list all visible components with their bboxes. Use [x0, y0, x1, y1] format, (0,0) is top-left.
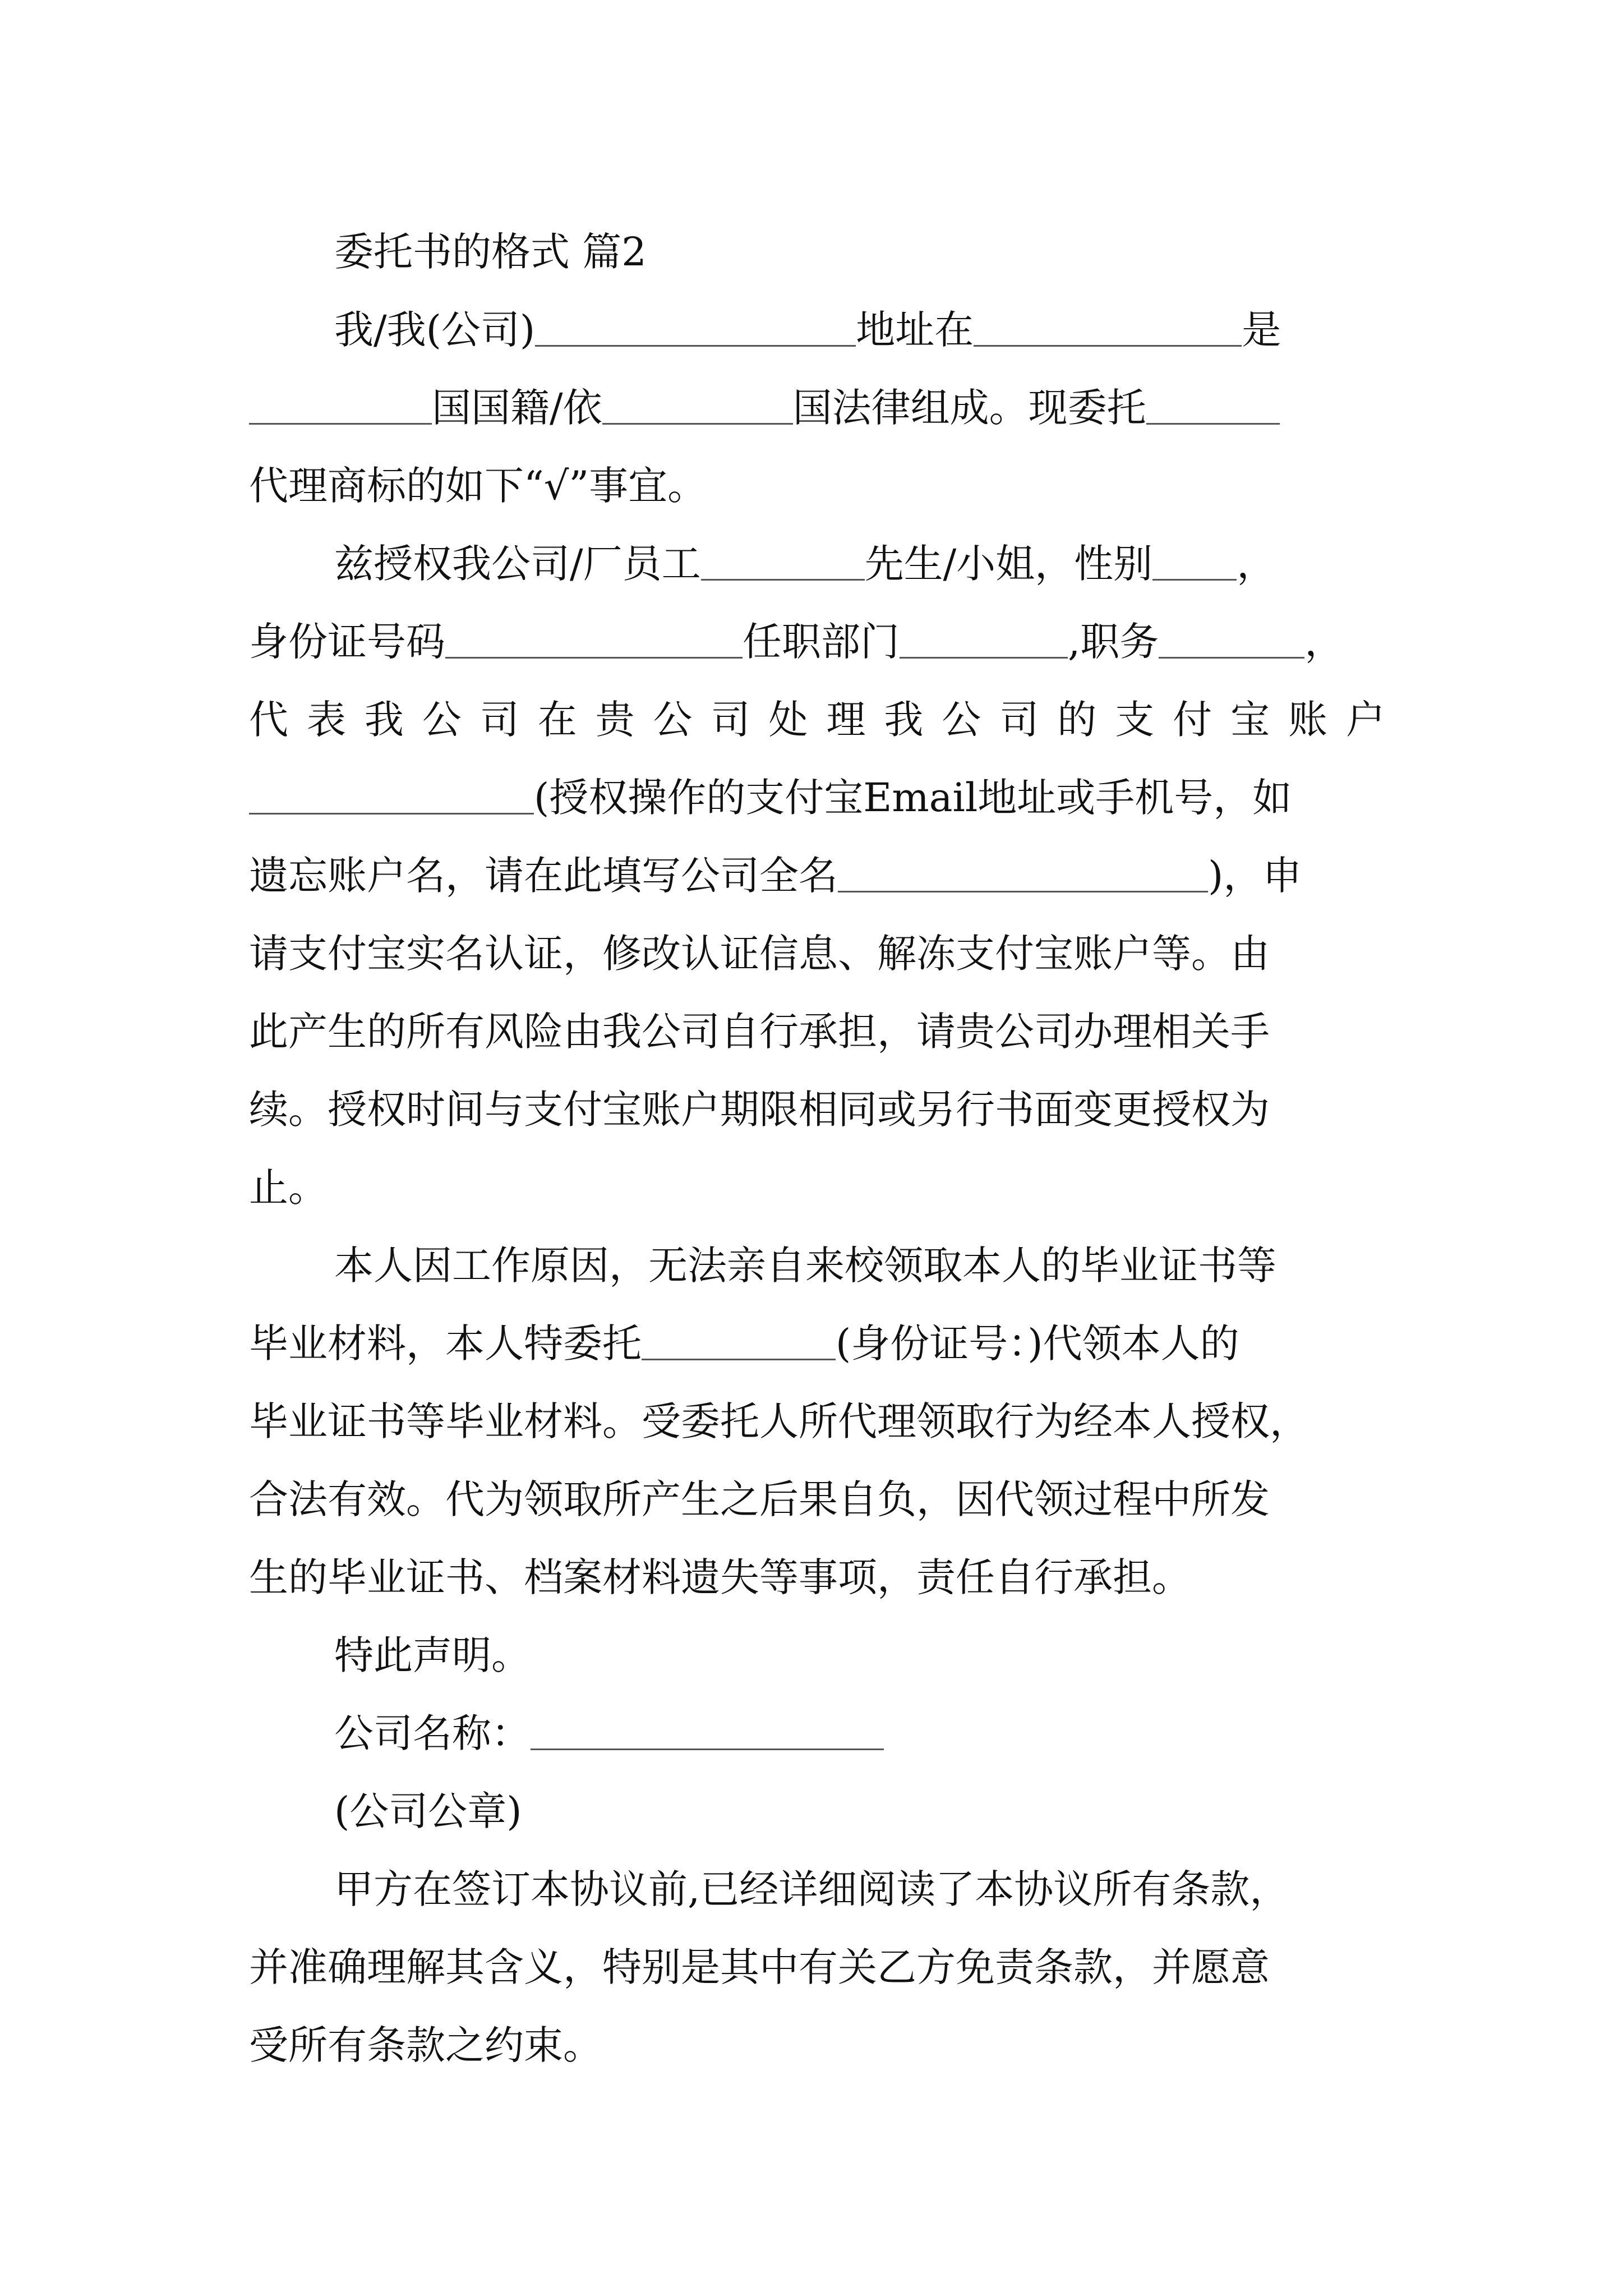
- id-number-blank[interactable]: [445, 618, 743, 659]
- p3-line-1: 本人因工作原因，无法亲自来校领取本人的毕业证书等: [334, 1243, 1276, 1289]
- company-full-name-blank[interactable]: [838, 852, 1208, 892]
- p2-line-2: 身份证号码 任职部门 ,职务 ，: [249, 619, 1344, 665]
- company-name-blank[interactable]: [535, 306, 856, 347]
- p7-line-2: 并准确理解其含义，特别是其中有关乙方免责条款，并愿意: [249, 1944, 1270, 1990]
- nationality-blank[interactable]: [249, 384, 432, 425]
- department-blank[interactable]: [900, 618, 1068, 659]
- position-blank[interactable]: [1159, 618, 1304, 659]
- p2-line-5: 遗忘账户名，请在此填写公司全名 )，申: [249, 853, 1302, 899]
- p2-line-6: 请支付宝实名认证，修改认证信息、解冻支付宝账户等。由: [249, 931, 1270, 977]
- p1-line-2: 国国籍/依 国法律组成。现委托: [249, 369, 1385, 447]
- p7-line-3: 受所有条款之约束。: [249, 2022, 602, 2068]
- gender-blank[interactable]: [1152, 540, 1237, 581]
- law-country-blank[interactable]: [602, 384, 793, 425]
- p3-line-3: 毕业证书等毕业材料。受委托人所代理领取行为经本人授权，: [249, 1398, 1309, 1444]
- employee-name-blank[interactable]: [701, 540, 865, 581]
- p2-line-3: 代表我公司在贵公司处理我公司的支付宝账户: [249, 697, 1385, 743]
- p2-line-4: (授权操作的支付宝Email地址或手机号，如: [249, 759, 1385, 837]
- p2-line-7: 此产生的所有风险由我公司自行承担，请贵公司办理相关手: [249, 1009, 1270, 1055]
- p3-line-5: 生的毕业证书、档案材料遗失等事项，责任自行承担。: [249, 1554, 1191, 1600]
- p2-line-8: 续。授权时间与支付宝账户期限相同或另行书面变更授权为: [249, 1087, 1270, 1133]
- agent-blank[interactable]: [1146, 384, 1280, 425]
- p3-line-2: 毕业材料，本人特委托 (身份证号：)代领本人的: [249, 1320, 1239, 1366]
- company-name-signature-blank[interactable]: [531, 1709, 884, 1750]
- p1-line-3: 代理商标的如下“√”事宜。: [249, 463, 707, 509]
- p2-line-9: 止。: [249, 1165, 328, 1211]
- company-seal-label: (公司公章): [334, 1788, 522, 1834]
- p1-line-1: 我/我(公司) 地址在 是: [334, 307, 1281, 353]
- delegate-name-blank[interactable]: [642, 1319, 836, 1360]
- document-page: [249, 213, 1385, 2085]
- p7-line-1: 甲方在签订本协议前,已经详细阅读了本协议所有条款，: [334, 1866, 1289, 1912]
- document-title: 委托书的格式 篇2: [334, 229, 647, 275]
- alipay-account-blank[interactable]: [249, 774, 534, 815]
- declaration-text: 特此声明。: [334, 1632, 531, 1678]
- company-name-line: 公司名称：: [249, 1695, 1385, 1773]
- p2-line-1: 兹授权我公司/厂员工 先生/小姐，性别 ，: [334, 541, 1276, 587]
- address-blank[interactable]: [974, 306, 1242, 347]
- p3-line-4: 合法有效。代为领取所产生之后果自负，因代领过程中所发: [249, 1476, 1270, 1522]
